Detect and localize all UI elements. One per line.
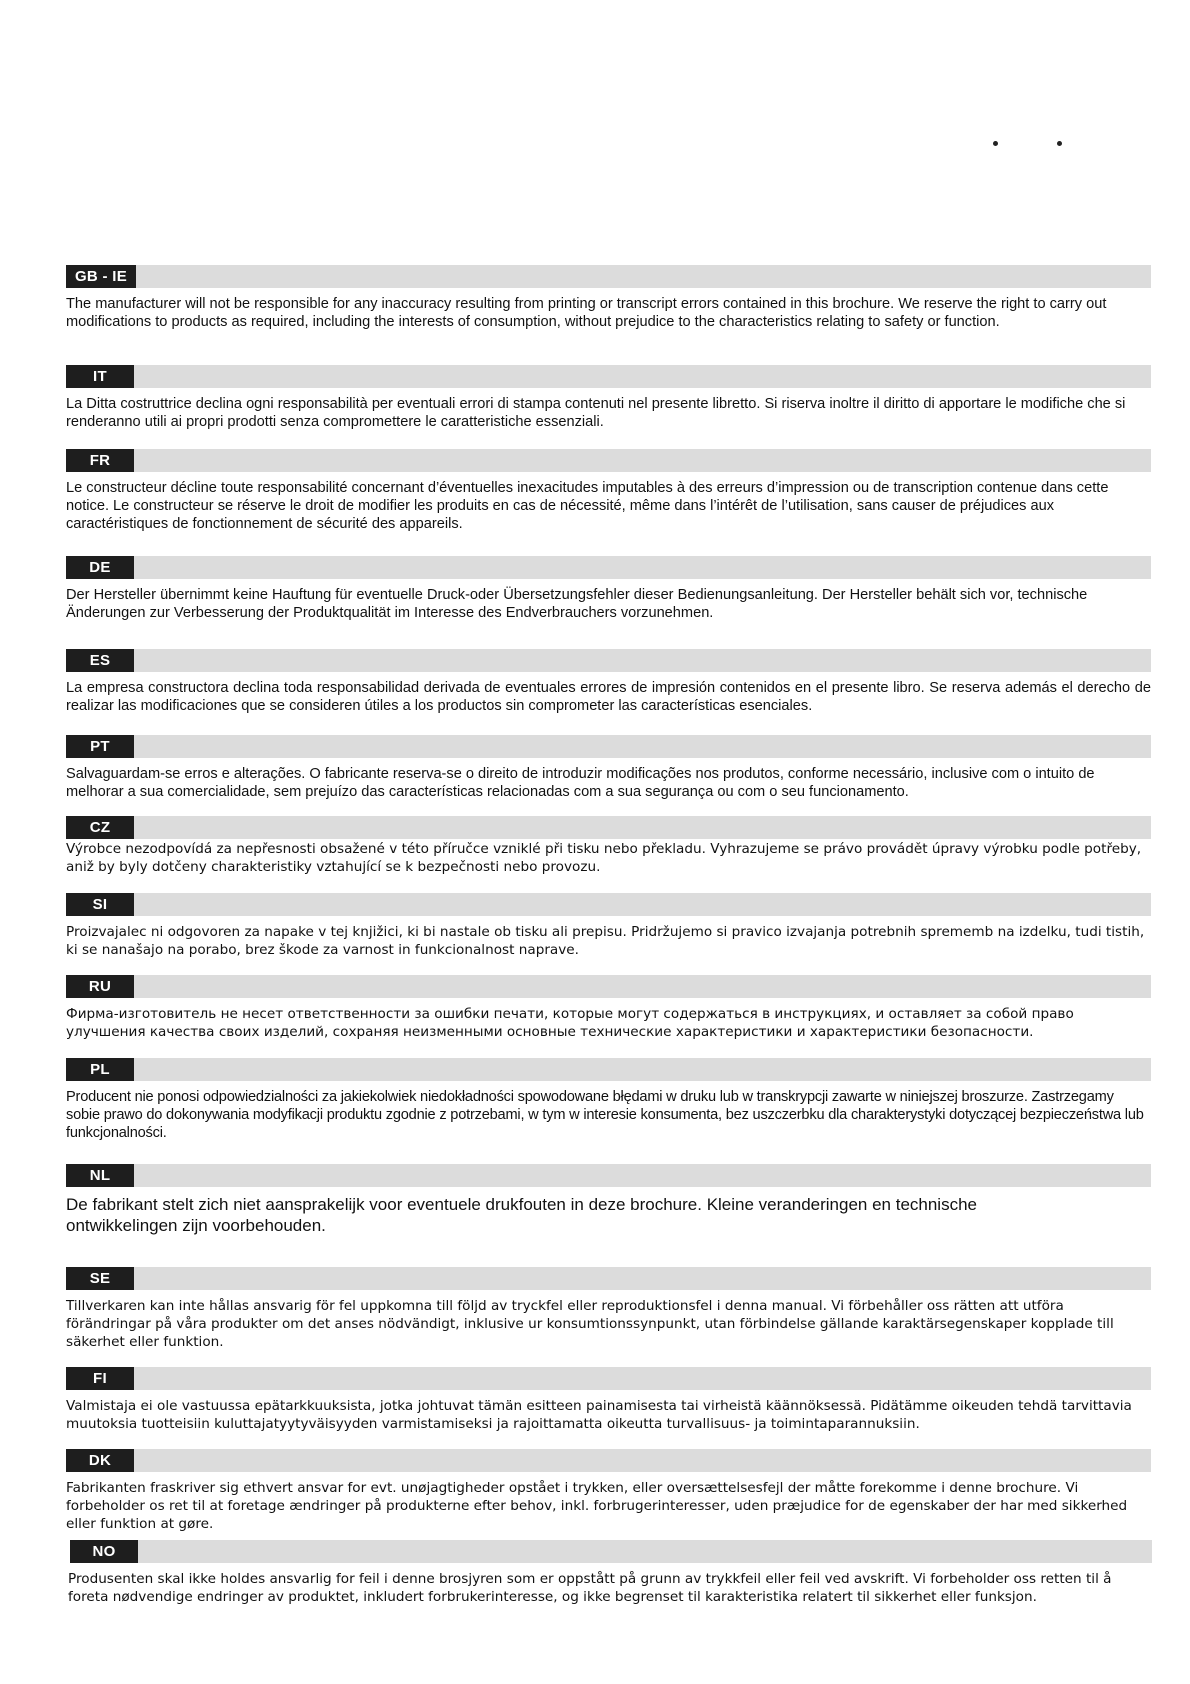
disclaimer-text: La Ditta costruttrice declina ogni responsabilità per eventuali errori di stampa contenuti nel presente libretto. Si riserva inoltre il diritto di apportare le modifiche che si renderanno utili ai propri prodotti senza compromettere le caratteristiche essenziali. bbox=[66, 396, 1126, 430]
section-header-bar bbox=[66, 1058, 1151, 1081]
language-tag: DE bbox=[66, 556, 134, 579]
disclaimer-text: De fabrikant stelt zich niet aansprakelijk voor eventuele drukfouten in deze brochure. Kleine veranderingen en technische ontwikkelingen zijn voorbehouden. bbox=[66, 1195, 977, 1235]
language-tag: NO bbox=[70, 1540, 138, 1563]
disclaimer-text: Valmistaja ei ole vastuussa epätarkkuuksista, jotka johtuvat tämän esitteen painamisesta tai virheistä käännöksessä. Pidätämme oikeuden tehdä tarvittavia muutoksia tuotteisiin kuluttajatyytyväisyyden varmistamiseksi ja rajoittamatta oikeutta turvallisuus- ja toimintaparannuksiin. bbox=[66, 1398, 1132, 1432]
disclaimer-text: Фирма-изготовитель не несет ответственности за ошибки печати, которые могут содержаться в инструкциях, и оставляет за собой право улучшения качества своих изделий, сохраняя неизменными основные технические характеристики и характеристики безопасности. bbox=[66, 1006, 1074, 1040]
section-fi bbox=[66, 1367, 1151, 1433]
disclaimer-text: Proizvajalec ni odgovoren za napake v tej knjižici, ki bi nastale ob tisku ali prepisu. Pridržujemo si pravico izvajanja potrebnih sprememb na izdelku, tudi tistih, ki se nanašajo na porabo, brez škode za varnost in funkcionalnost naprave. bbox=[66, 924, 1145, 958]
language-tag: ES bbox=[66, 649, 134, 672]
section-gb-ie bbox=[66, 265, 1151, 331]
section-header-bar bbox=[70, 1540, 1152, 1563]
decorative-dot bbox=[1057, 141, 1062, 146]
language-tag: IT bbox=[66, 365, 134, 388]
section-header-bar bbox=[66, 1164, 1151, 1187]
section-fr bbox=[66, 449, 1151, 533]
language-tag: SI bbox=[66, 893, 134, 916]
language-tag: NL bbox=[66, 1164, 134, 1187]
language-tag: PL bbox=[66, 1058, 134, 1081]
disclaimer-text: Fabrikanten fraskriver sig ethvert ansvar for evt. unøjagtigheder opstået i trykken, eller oversættelsesfejl der måtte forekomme i denne brochure. Vi forbeholder os ret til at foretage ændringer på produkterne efter behov, inkl. forbrugerinteresser, uden præjudice for de egenskaber der har med sikkerhed eller funktion at gøre. bbox=[66, 1480, 1128, 1532]
disclaimer-text: Producent nie ponosi odpowiedzialności za jakiekolwiek niedokładności spowodowane błędami w druku lub w transkrypcji zawarte w niniejszej broszurze. Zastrzegamy sobie prawo do dokonywania modyfikacji produktu zgodnie z potrzebami, w tym w interesie konsumenta, bez uszczerbku dla charakterystyki dotyczącej bezpieczeństwa lub funkcjonalności. bbox=[66, 1089, 1144, 1141]
section-ru bbox=[66, 975, 1151, 1041]
section-pl bbox=[66, 1058, 1151, 1142]
section-header-bar bbox=[66, 265, 1151, 288]
language-tag: RU bbox=[66, 975, 134, 998]
section-cz bbox=[66, 816, 1151, 876]
section-header-bar bbox=[66, 816, 1151, 839]
disclaimer-text: La empresa constructora declina toda responsabilidad derivada de eventuales errores de impresión contenidos en el presente libro. Se reserva además el derecho de realizar las modificaciones que se consideren útiles a los productos sin comprometer las características esenciales. bbox=[66, 680, 1151, 714]
disclaimer-text: Produsenten skal ikke holdes ansvarlig for feil i denne brosjyren som er oppstått på grunn av trykkfeil eller feil ved avskrift. Vi forbeholder oss retten til å foreta nødvendige endringer av produktet, inkludert forbrukerinteresse, og ikke begrenset til karakteristika relatert til sikkerhet eller funksjon. bbox=[68, 1571, 1112, 1605]
section-header-bar bbox=[66, 1267, 1151, 1290]
language-tag: DK bbox=[66, 1449, 134, 1472]
section-es bbox=[66, 649, 1151, 715]
decorative-dot bbox=[993, 141, 998, 146]
language-tag: CZ bbox=[66, 816, 134, 839]
section-header-bar bbox=[66, 449, 1151, 472]
section-no bbox=[70, 1540, 1152, 1606]
language-tag: FR bbox=[66, 449, 134, 472]
disclaimer-text: Salvaguardam-se erros e alterações. O fabricante reserva-se o direito de introduzir modificações nos produtos, conforme necessário, inclusive com o intuito de melhorar a sua comercialidade, sem prejuízo das características relacionadas com a sua segurança ou com o seu funcionamento. bbox=[66, 766, 1095, 800]
section-header-bar bbox=[66, 556, 1151, 579]
section-header-bar bbox=[66, 893, 1151, 916]
section-se bbox=[66, 1267, 1151, 1351]
section-header-bar bbox=[66, 365, 1151, 388]
section-it bbox=[66, 365, 1151, 431]
section-nl bbox=[66, 1164, 1151, 1236]
section-header-bar bbox=[66, 975, 1151, 998]
section-header-bar bbox=[66, 1449, 1151, 1472]
section-header-bar bbox=[66, 649, 1151, 672]
disclaimer-text: The manufacturer will not be responsible for any inaccuracy resulting from printing or transcript errors contained in this brochure. We reserve the right to carry out modifications to products as required, including the interests of consumption, without prejudice to the characteristics relating to safety or function. bbox=[66, 296, 1107, 330]
language-tag: FI bbox=[66, 1367, 134, 1390]
disclaimer-text: Výrobce nezodpovídá za nepřesnosti obsažené v této příručce vzniklé při tisku nebo překladu. Vyhrazujeme se právo provádět úpravy výrobku podle potřeby, aniž by byly dotčeny charakteristiky vztahující se k bezpečnosti nebo provozu. bbox=[66, 841, 1142, 875]
language-tag: SE bbox=[66, 1267, 134, 1290]
section-header-bar bbox=[66, 735, 1151, 758]
section-de bbox=[66, 556, 1151, 622]
disclaimer-text: Tillverkaren kan inte hållas ansvarig för fel uppkomna till följd av tryckfel eller reproduktionsfel i denna manual. Vi förbehåller oss rätten att utföra förändringar på våra produkter om det anses nödvändigt, inklusive ur konsumtionssynpunkt, utan förbindelse gällande karaktärsegenskaper kopplade till säkerhet eller funktion. bbox=[66, 1298, 1114, 1350]
language-tag: GB - IE bbox=[66, 265, 136, 288]
disclaimer-text: Le constructeur décline toute responsabilité concernant d’éventuelles inexacitudes imputables à des erreurs d’impression ou de transcription contenue dans cette notice. Le constructeur se réserve le droit de modifier les produits en cas de nécessité, même dans l’intérêt de l’utilisation, sans causer de préjudices aux caractéristiques de fonctionnement de sécurité des appareils. bbox=[66, 480, 1109, 532]
disclaimer-text: Der Hersteller übernimmt keine Hauftung für eventuelle Druck-oder Übersetzungsfehler dieser Bedienungsanleitung. Der Hersteller behält sich vor, technische Änderungen zur Verbesserung der Produktqualität im Interesse des Endverbrauchers vorzunehmen. bbox=[66, 587, 1088, 621]
section-si bbox=[66, 893, 1151, 959]
section-header-bar bbox=[66, 1367, 1151, 1390]
language-tag: PT bbox=[66, 735, 134, 758]
section-dk bbox=[66, 1449, 1151, 1533]
section-pt bbox=[66, 735, 1151, 801]
